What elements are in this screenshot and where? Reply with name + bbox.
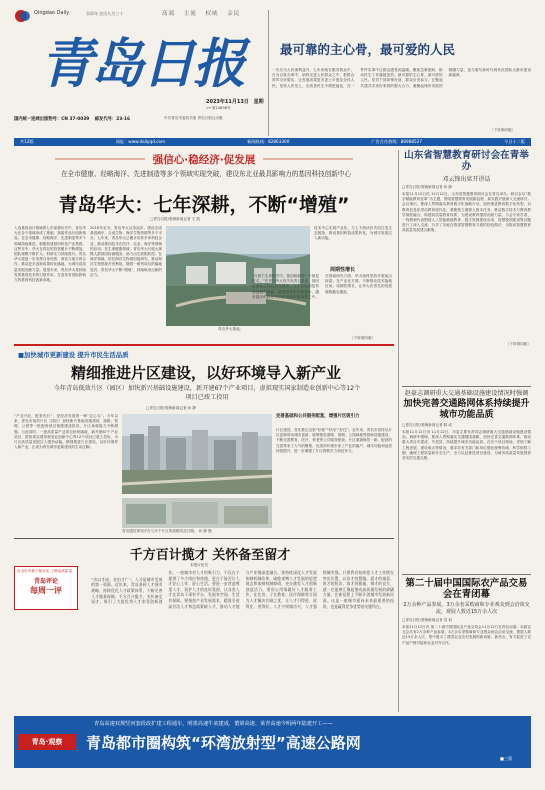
slogan-tag: 权威 [205, 11, 219, 17]
column-headline: 千方百计揽才 关怀备至留才 [129, 548, 291, 563]
sidebar-story-3-sub: 2万余种产品参展，3万余名采购商和专业观众到会洽谈交流，观展人数近15万余人次 [403, 602, 530, 615]
bottom-kicker: 青岛高速双规竖河套段改扩建工程通车，明墨高速牛底建成，董梁高速、莱青高速今明两年陆建开工—— [94, 721, 333, 727]
sidebar-story-3-title: 第二十届中国国际农产品交易会在青闭幕 [405, 578, 528, 600]
sidebar-rule [402, 386, 531, 387]
banner-text: 强信心·稳经济·促发展 [152, 153, 256, 166]
second-photo-2 [122, 498, 272, 528]
edition-count: 今日十二版 [504, 139, 525, 144]
campaign-banner [14, 150, 394, 168]
lead-headline: 青岛华大：七年深耕，不断“增殖” [58, 194, 350, 216]
sidebar-story-2-body: 本报11月12日讯 11月12日，市委主要负责同志调研重大交通基础设施建设情况。调研中强调，要深入贯彻落实交通强国战略，加快完善交通路网体系，推动重大项目早建成、早见效，持续提升城市功能品质。在各个项目现场，详细了解工程进展、建设难点等情况，要求各有关部门和单位强化统筹协调，科学倒排工期，确保工程质量和安全生产，全力以赴推进项目建设，为城市高质量发展提供坚实的交通支撑。 [402, 430, 531, 461]
slogan-tag: 亲民 [227, 11, 241, 17]
second-body-left: “产业兴旺，配套先行”，是经济发展的一种“定心丸”。今年以来，青岛市低效片区（园区）加快新兴基础设施建设，道路、管网、公园等一批配套项目相继建成投用，片区承载能力不断增强。与此同时，一批高质量产业项目纷纷落地，新开建67个产业项目，虚拟现实国家制造业创新中心等12个项目已竣工投用，为片区高质量发展注入强劲动能。精细推进片区建设，以好环境导入新产业，正成为青岛城市更新建设的生动注脚。 [14, 414, 118, 450]
lunar-date: 癸卯年 农历九月三十 [86, 11, 124, 16]
lead-kicker: 在全市健康、经略海洋、先进制造等多个领域实现突破，建设东北亚最具影响力的基因科技创新中心 [60, 170, 352, 178]
sidebar-story-1 [402, 150, 531, 347]
sidebar-continue: （下转第四版） [505, 342, 531, 346]
bottom-headline: 青岛都市圈构筑“环湾放射型”高速公路网 [86, 734, 361, 752]
top-feature [272, 8, 531, 136]
sponsor-line: 中共青岛市委机关报 青岛日报社出版 [164, 116, 223, 120]
weekday: 星期一 [206, 99, 264, 112]
sidebar-story-1-sub: 邓云锋出席开讲话 [442, 176, 491, 183]
top-feature-continue: （下转第四版） [490, 128, 516, 132]
divider [268, 10, 269, 136]
paper-english-name: Qingdao Daily [34, 10, 70, 16]
second-body-right: 片区建设，首先要让这里“好看”“好用”“好住”。近年来，青岛市坚持以片区更新带动城市更新，统筹推进道路、管网、公园绿地等基础设施建设，不断完善教育、医疗、养老等公共服务配套，片区面貌焕然一新。配套的完善带来了人气的聚集，优美的环境引来了产业的落户，城市功能和品质持续提升，进一步增强了片区的吸引力和竞争力。 [276, 428, 392, 453]
slogan-tag: 主流 [183, 11, 197, 17]
sidebar-story-2-sub: 加快完善交通路网体系持续提升城市功能品质 [403, 399, 530, 420]
lead-photo-caption: 青岛华大基地。 [218, 327, 244, 331]
bottom-brand [18, 734, 76, 750]
lead-byline: □青岛日报/观海新闻记者 王 凯 [150, 217, 201, 221]
second-byline: □青岛日报/观海新闻记者 孙 静 [146, 406, 197, 410]
sidebar-story-1-title: 山东省智慧教育研讨会在青举办 [404, 150, 529, 172]
bottom-page-ref: ■三版 [500, 756, 513, 761]
sidebar-story-3 [402, 578, 531, 687]
second-banner: ■加快城市更新建设 提升市民生活品质 [18, 351, 129, 359]
issue-date: 2023年11月13日 [206, 99, 249, 105]
paper-logo-icon [14, 8, 32, 22]
top-feature-body: 一次次为人民谋利益开，七年来就在服务群众中，在为百姓办事中，始终走进人民群众之中，把群众呼声办好做实，让发展成果更多更公平惠及全体人民。坚持人民至上，在改善民生中增进福祉，在一件件实事中让群众感受到温暖。聚焦急难愁盼，推动民生工作落地见效。最可靠的主心骨，最可爱的人民。党员干部冲锋在前，群众自发参与，汇聚起共建共享美好家园的强大合力，凝聚起城市发展的磅礴力量，奋力谱写新时代现代化国际大都市建设新篇章。 [272, 68, 531, 88]
sidebar-story-1-byline: □青岛日报/观海新闻记者 孙 静 [402, 185, 453, 189]
sidebar-story-3-byline: □青岛日报/观海新闻记者 袁 侃 [402, 618, 453, 622]
bottom-banner [14, 716, 531, 768]
slogan-tags [162, 9, 240, 17]
sidebar-story-2-byline: □青岛日报/观海新闻记者 薛 成 [402, 423, 453, 427]
masthead-strip [14, 138, 531, 146]
cn-code: 国内统一连续出版物号：CN 37-0039 邮发代号：23-16 [14, 117, 130, 122]
masthead [14, 8, 266, 138]
sidebar-rule [402, 574, 531, 575]
issue-number: 第14898号 [212, 106, 231, 110]
sidebar-story-1-body: 本报11月12日讯 11月12日，山东省智慧教育研讨会在青岛举办。研讨会以“数字赋能教育变革”为主题，围绕智慧教育发展新趋势、新实践开展深入交流研讨。会议指出，要深入贯彻落实教育数字化战略行动，加快推进教育数字化转型，以教育信息化带动教育现代化。要聚焦立德树人根本任务，推动数字技术与教育教学深度融合，构建高质量教育体系，为建设教育强国贡献力量。与会专家学者、一线教师代表围绕人工智能赋能教育、数字资源建设应用、智慧校园建设等议题进行了深入交流，分享了各地在推进智慧教育方面的经验做法，为推动智慧教育高质量发展建言献策。 [402, 192, 531, 233]
website-link[interactable]: 网址：www.dailyqd.com [115, 139, 166, 144]
lead-body-left: 入选基因设计领域的七年深耕历史中，青岛华大在各个领域形成了基础，探索作品开创新格局。在全市健康、经略海洋、先进制造等多个领域持续推进，积极构建基因科技产业集群。这些年中，华大在青岛的投资累计不断增加，团队规模不断扩大，科研实力持续提升。青岛华大将进一步发挥自身优势，深化与地方的合作，推动更多创新成果转化落地，为城市高质量发展贡献力量。展望未来，青岛华大将持续发挥基因技术的引领作用，打造具有国际影响力的基因科技创新高地。 [14, 226, 86, 283]
lead-body-right-top: 技术中心实现产业化，与上下游伙伴共同打造生态链条，推动基因科技成果转化，为城市发展注入新动能。 [314, 226, 392, 241]
section-divider [14, 344, 394, 346]
sidebar-story-2-title: 赵豪志调研重大交通基础设施建设情况时强调 [404, 390, 529, 397]
section-divider [14, 538, 394, 539]
top-feature-headline: 最可靠的主心骨，最可爱的人民 [280, 42, 456, 57]
badge-note: 在全市中新下基本实 了推动高质量 [17, 569, 73, 573]
badge-title: 青岛评论 [33, 578, 58, 585]
second-photo [122, 414, 272, 494]
lead-continue: （下转第四版） [350, 336, 376, 340]
lead-body-mid: 2016年至今，青岛华大从零起步，建设完成基因测序、合成生物、海洋生物资源等多个平台。七年来，青岛华大已累计培育多家科技企业，推动基因技术在医疗、农业、海洋等领域的应用。在生命健康领域，青岛华大开展大规模人群基因检测服务，助力出生缺陷防控；在海洋领域，依托海洋生物基因组研究，推动海洋生物资源开发利用。随着一系列项目的落地见效，青岛华大不断“增殖”，持续焕发出新的活力。 [90, 226, 162, 277]
second-photo-caption: 完善基础和公共服务配套，增强片区吸引力 [276, 414, 360, 419]
lead-body-right: “在微个生命科学中，基因和新型一个就是技术。”在青岛华大有关负责人看来，基因检测和生物医药发展中，人才和资源是持续创新的基础。随着技术的不断进步，越来越多的新技术被应用到实际场景之中。在基础研究方面，华大始终坚持开展前沿探索；在产业化方面，不断推动技术落地应用。周期性增长，让华大在青岛的发展道路越走越宽。 [252, 274, 392, 299]
pages-count: 共12版 [20, 139, 34, 144]
slogan-tag: 高端 [162, 11, 176, 17]
brand-label: 青岛·观察 [31, 738, 63, 746]
photo-credit: 孙 静 摄 [198, 529, 212, 533]
ad-hotline: 广告合作热线：86988527 [371, 139, 423, 144]
sidebar-divider [398, 150, 399, 712]
column-author: 本报评论员 [190, 563, 208, 567]
sidebar-story-2 [402, 390, 531, 534]
second-subhead: 今年青岛低效片区（园区）加快新兴基础设施建设，新开建67个产业项目，虚拟现实国家制造业创新中心等12个项目已竣工投用 [53, 385, 361, 401]
second-headline: 精细推进片区建设，以好环境导入新产业 [70, 364, 341, 382]
badge-subtitle: 每周一评 [30, 586, 62, 595]
date-line [86, 11, 123, 17]
sidebar-story-3-body: 本报11月12日讯 第二十届中国国际农产品交易会11月12日在青岛闭幕。本届农交会共有2万余种产品参展，3万余名采购商和专业观众到会洽谈交流，观展人数近15万余人次，集中展示了我国农业农村发展的新成就、新亮点，有力促进了农产品产销对接和农业对外合作。 [402, 625, 531, 645]
news-hotline: 新闻热线：82863300 [247, 139, 290, 144]
nameplate: 青岛日报 [40, 33, 244, 95]
second-photo-2-caption: 青岛通信规划平台与多个片区的道路改造日期。 孙 静 摄 [122, 529, 212, 533]
column-body: “功以才成，业由才广”。人才是城市发展的第一资源。近年来，青岛坚持人才强市战略，持续优化人才政策体系，不断完善人才服务保障，千方百计揽才，关怀备至留才，吸引了大批优秀人才来青创新创业。一座城市对人才的吸引力，不仅在于提供了多少岗位和待遇，更在于能否让人才安心工作、舒心生活。要进一步营造尊重人才、爱护人才的良好氛围，让各类人才在青岛干事有平台、发展有空间、生活有保障。要聚焦产业发展需求，精准引进高层次人才和急需紧缺人才，推动人才链与产业链深度融合。要持续深化人才发展体制机制改革，破除束缚人才发展的思想观念和体制机制障碍，充分激发人才创新创造活力。要用心用情做好人才服务工作，在住房、子女教育、医疗保障等方面为人才解决后顾之忧，让人才引得进、留得住、用得好。人才兴则城市兴，人才强则城市强。只要我们始终把人才工作摆在突出位置，以识才的慧眼、爱才的诚意、用才的胆识、容才的雅量、聚才的良方，就一定能够汇聚起推动高质量发展的磅礴力量，在新征程上不断开创城市发展新局面。这是一座城市面向未来最重要的投资，也是赢得竞争优势的关键所在。 [91, 570, 394, 609]
lead-subhead: 周期性增长 [330, 267, 356, 273]
